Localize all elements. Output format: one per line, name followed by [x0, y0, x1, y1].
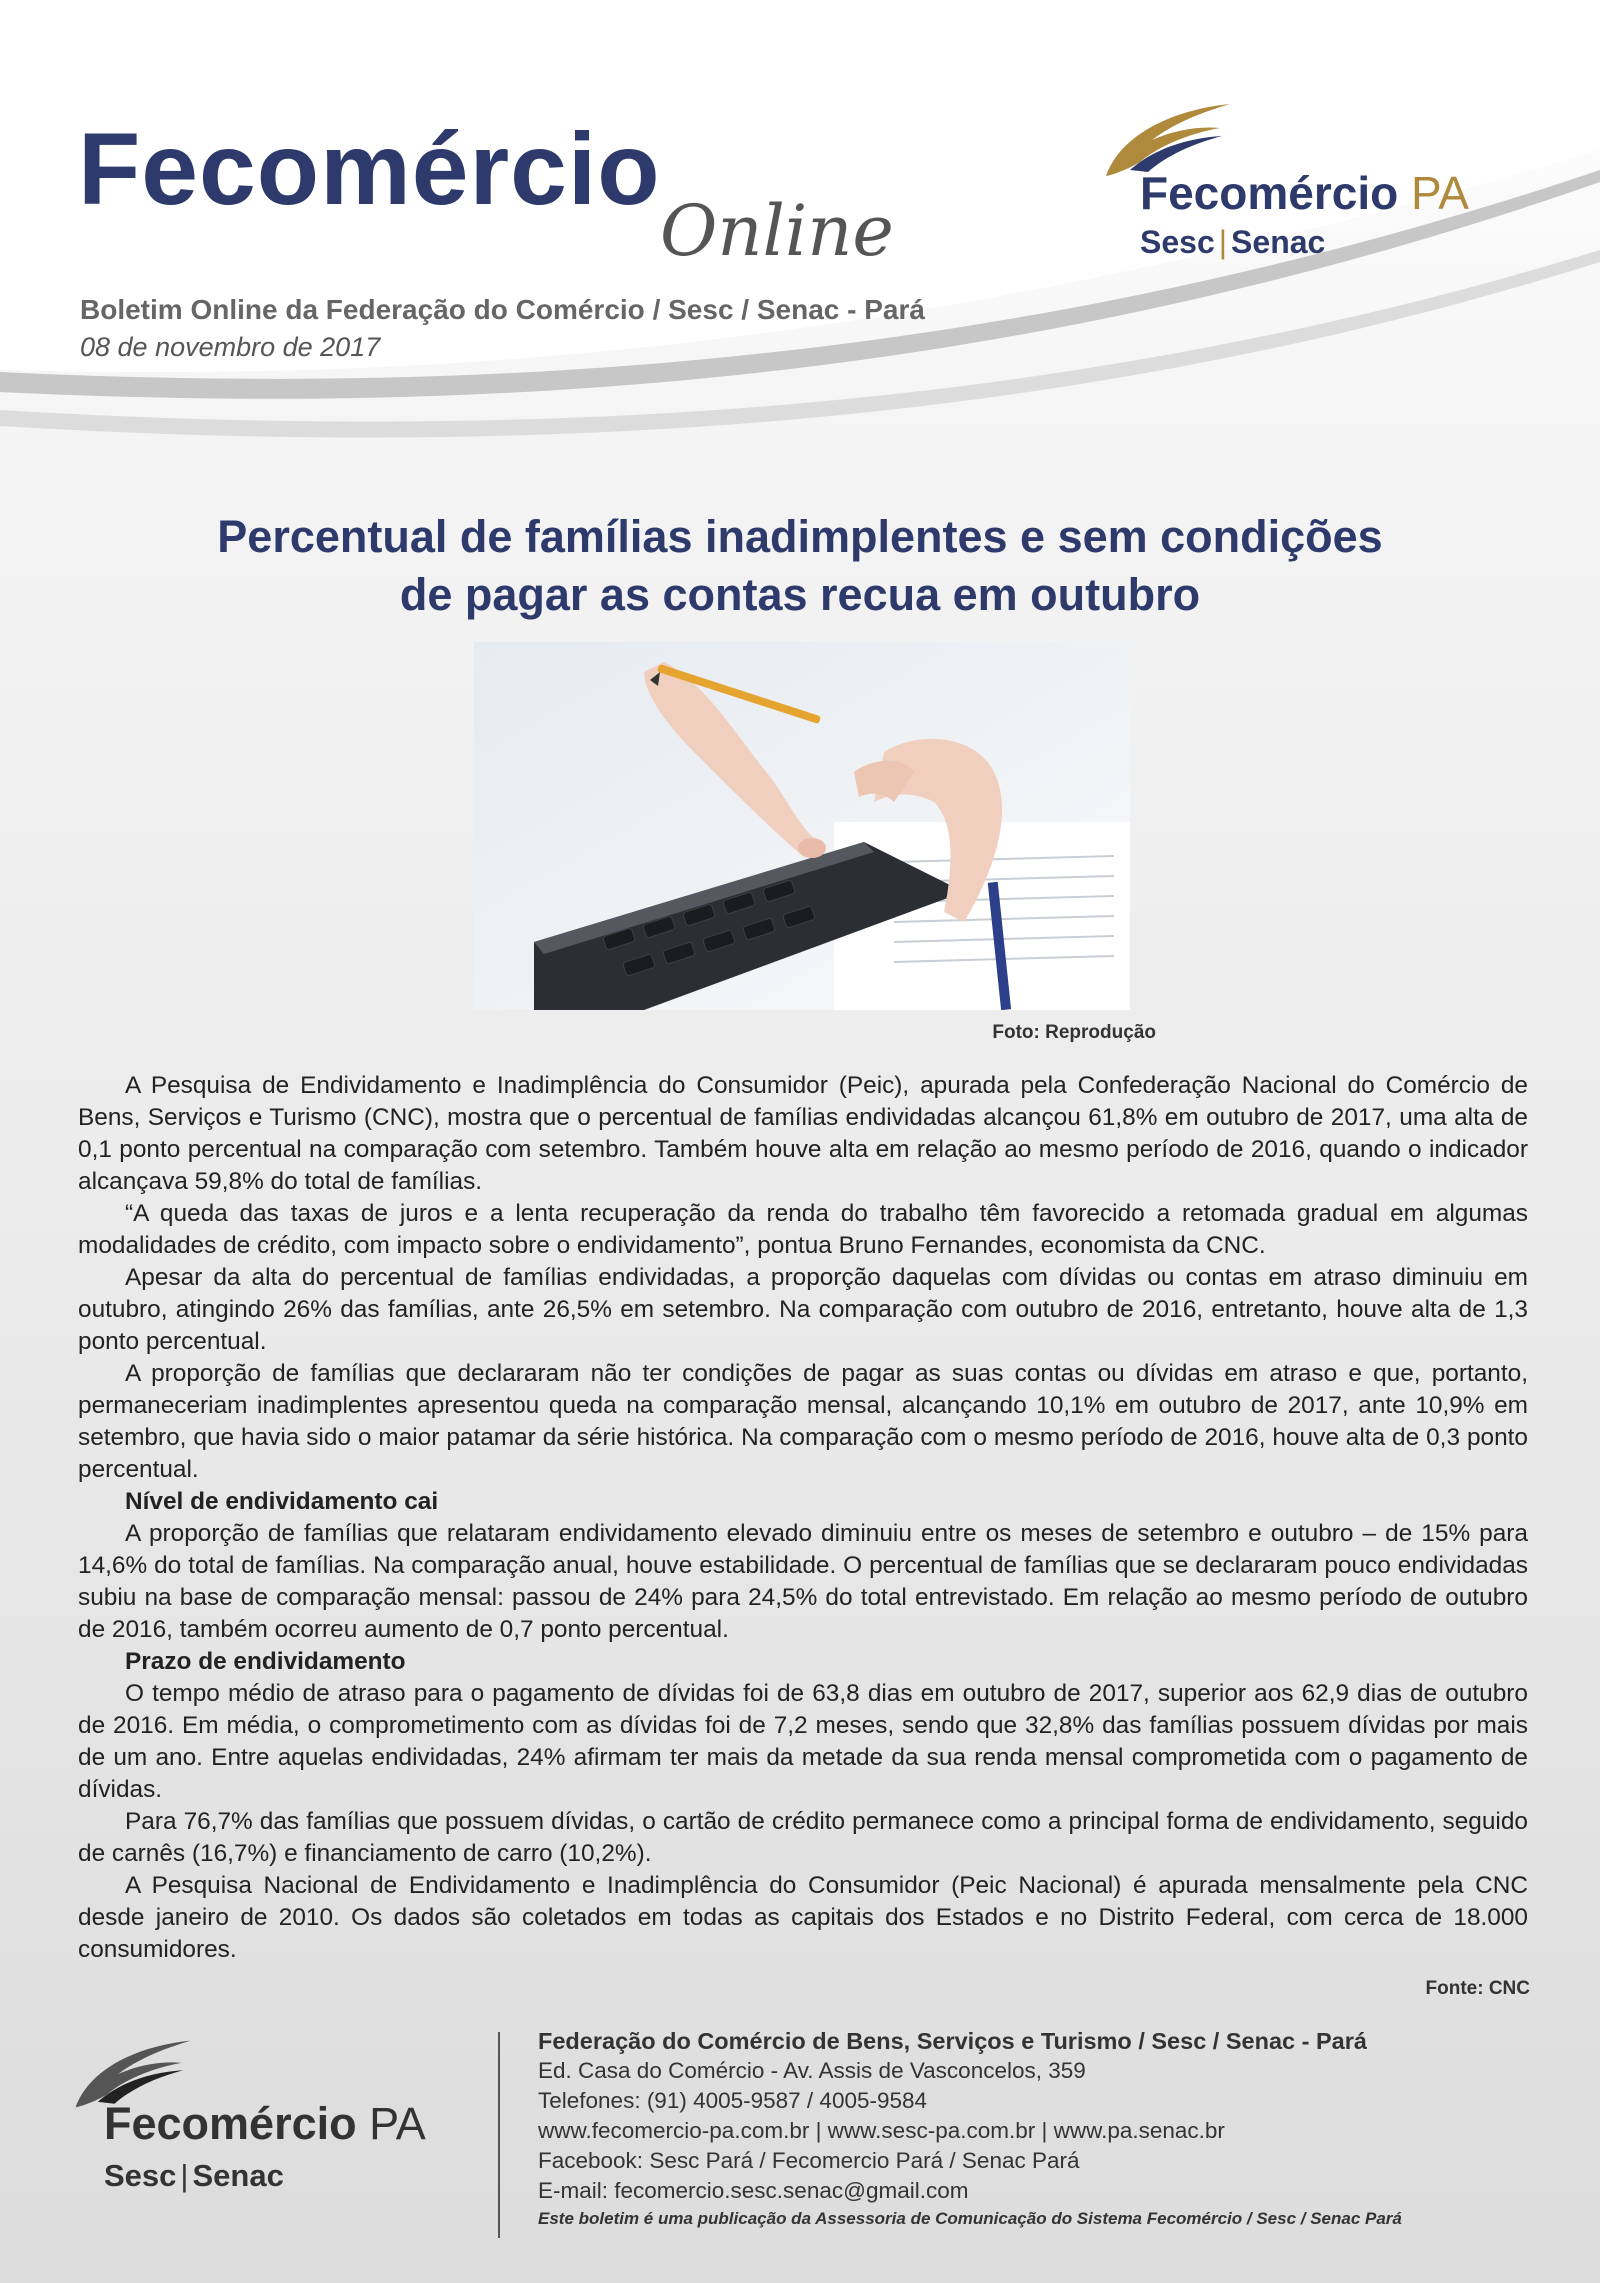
masthead-subtitle: Boletim Online da Federação do Comércio / Sesc / Senac - Pará [80, 294, 925, 325]
fecomercio-pa-logo [1100, 100, 1520, 270]
masthead-title: Fecomércio [78, 112, 661, 226]
headline-line-2: de pagar as contas recua em outubro [399, 569, 1201, 620]
paragraph: Apesar da alta do percentual de famílias endividadas, a proporção daquelas com dívidas ou contas em atraso diminuiu em outubro, atingindo 26% das famílias, ante 26,5% em setembro. Na comparação com outubro de 2016, entretanto, houve alta de 1,3 ponto percentual. [78, 1264, 1528, 1355]
article-body [78, 1070, 1528, 1966]
paragraph: A proporção de famílias que declararam não ter condições de pagar as suas contas ou dívidas em atraso e que, portanto, permaneceriam inadimplentes apresentou queda na comparação mensal, alcançando 10,1% em outubro de 2017, ante 10,9% em setembro, que havia sido o maior patamar da série histórica. Na comparação com o mesmo período de 2016, houve alta de 0,3 ponto percentual. [78, 1360, 1528, 1483]
paragraph: A proporção de famílias que relataram endividamento elevado diminuiu entre os meses de setembro e outubro – de 15% para 14,6% do total de famílias. Na comparação anual, houve estabilidade. O percentual de famílias que se declararam pouco endividadas subiu na base de comparação mensal: passou de 24% para 24,5% do total entrevistado. Em relação ao mesmo período de outubro de 2016, também ocorreu aumento de 0,7 ponto percentual. [78, 1520, 1528, 1643]
section-heading: Prazo de endividamento [125, 1648, 406, 1675]
paragraph: A Pesquisa Nacional de Endividamento e Inadimplência do Consumidor (Peic Nacional) é apurada mensalmente pela CNC desde janeiro de 2010. Os dados são coletados em todas as capitais dos Estados e no Distrito Federal, com cerca de 18.000 consumidores. [78, 1872, 1528, 1963]
footer-note: Este boletim é uma publicação da Assessoria de Comunicação do Sistema Fecomércio / Sesc / Senac Pará [538, 2209, 1402, 2228]
footer-address: Ed. Casa do Comércio - Av. Assis de Vasconcelos, 359 [538, 2058, 1086, 2083]
photo-credit: Foto: Reprodução [992, 1022, 1156, 1043]
footer-websites[interactable]: www.fecomercio-pa.com.br | www.sesc-pa.com.br | www.pa.senac.br [538, 2118, 1225, 2143]
footer-phones: Telefones: (91) 4005-9587 / 4005-9584 [538, 2088, 928, 2113]
logo-sub: Sesc | Senac [104, 2158, 284, 2193]
calculator-photo-illustration [474, 642, 1130, 1010]
footer-divider [498, 2032, 500, 2238]
source-note: Fonte: CNC [1425, 1978, 1530, 1999]
bulletin-date: 08 de novembro de 2017 [80, 332, 381, 362]
logo-sub: Sesc | Senac [1140, 224, 1326, 260]
footer-contact [538, 2026, 1538, 2232]
footer-org: Federação do Comércio de Bens, Serviços e Turismo / Sesc / Senac - Pará [538, 2028, 1367, 2054]
masthead-online: Online [660, 190, 894, 272]
headline-line-1: Percentual de famílias inadimplentes e sem condições [217, 511, 1383, 562]
article-photo [474, 642, 1130, 1010]
article-headline [80, 508, 1520, 624]
paragraph: A Pesquisa de Endividamento e Inadimplência do Consumidor (Peic), apurada pela Confederação Nacional do Comércio de Bens, Serviços e Turismo (CNC), mostra que o percentual de famílias endividadas alcançou 61,8% em outubro de 2017, uma alta de 0,1 ponto percentual na comparação com setembro. Também houve alta em relação ao mesmo período de 2016, quando o indicador alcançava 59,8% do total de famílias. [78, 1072, 1528, 1195]
footer-email[interactable]: E-mail: fecomercio.sesc.senac@gmail.com [538, 2178, 969, 2203]
footer-facebook: Facebook: Sesc Pará / Fecomercio Pará / Senac Pará [538, 2148, 1080, 2173]
paragraph: O tempo médio de atraso para o pagamento de dívidas foi de 63,8 dias em outubro de 2017, superior aos 62,9 dias de outubro de 2016. Em média, o comprometimento com as dívidas foi de 7,2 meses, sendo que 32,8% das famílias possuem dívidas por mais de um ano. Entre aquelas endividadas, 24% afirmam ter mais da metade da sua renda mensal comprometida com o pagamento de dívidas. [78, 1680, 1528, 1803]
paragraph: Para 76,7% das famílias que possuem dívidas, o cartão de crédito permanece como a principal forma de endividamento, seguido de carnês (16,7%) e financiamento de carro (10,2%). [78, 1808, 1528, 1867]
logo-name: Fecomércio PA [1140, 167, 1469, 219]
section-heading: Nível de endividamento cai [125, 1488, 439, 1515]
footer-logo [70, 2036, 490, 2196]
paragraph: “A queda das taxas de juros e a lenta recuperação da renda do trabalho têm favorecido a retomada gradual em algumas modalidades de crédito, com impacto sobre o endividamento”, pontua Bruno Fernandes, economista da CNC. [78, 1200, 1528, 1259]
logo-name: Fecomércio PA [104, 2098, 426, 2149]
